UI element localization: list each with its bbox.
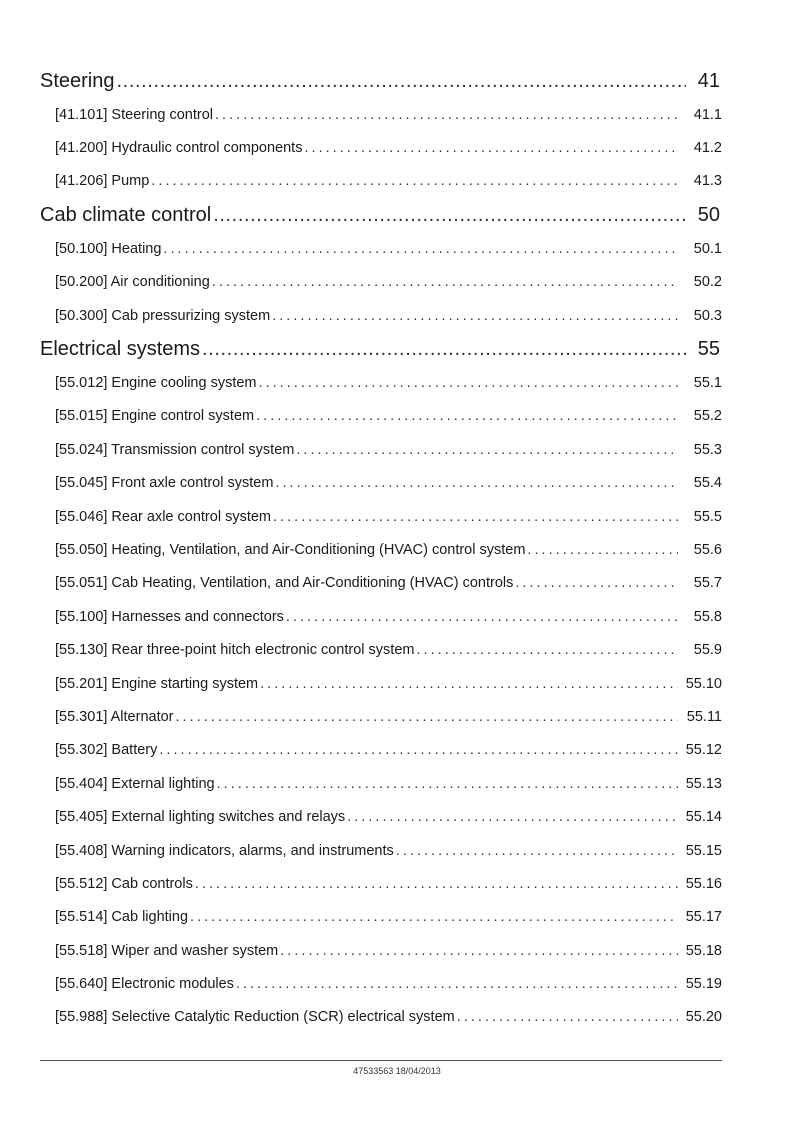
toc-entry[interactable]: [40, 934, 722, 967]
toc-entry[interactable]: [40, 567, 722, 600]
entry-label: [55.408] Warning indicators, alarms, and instruments: [55, 842, 394, 859]
entry-label: [55.512] Cab controls: [55, 875, 193, 892]
dot-leader: [304, 140, 678, 156]
dot-leader: [515, 575, 678, 591]
dot-leader: [195, 876, 678, 892]
entry-page-number: 55.12: [685, 742, 722, 759]
toc-entry[interactable]: [40, 400, 722, 433]
entry-page-number: 50.2: [693, 274, 722, 291]
footer-document-id: 47533563 18/04/2013: [353, 1066, 441, 1076]
toc-entry[interactable]: [40, 800, 722, 833]
entry-page-number: 55.14: [685, 809, 722, 826]
toc-entry[interactable]: [40, 500, 722, 533]
entry-label: [55.100] Harnesses and connectors: [55, 608, 284, 625]
toc-entry[interactable]: [40, 867, 722, 900]
dot-leader: [217, 776, 678, 792]
toc-entry[interactable]: [40, 98, 722, 131]
toc-entry[interactable]: [40, 366, 722, 399]
table-of-contents: [40, 64, 722, 1034]
entry-page-number: 55.3: [693, 441, 722, 458]
dot-leader: [215, 107, 678, 123]
toc-entry[interactable]: [40, 633, 722, 666]
dot-leader: [416, 642, 678, 658]
dot-leader: [347, 809, 678, 825]
entry-page-number: 55.5: [693, 508, 722, 525]
dot-leader: [273, 509, 678, 525]
toc-entry[interactable]: [40, 834, 722, 867]
dot-leader: [457, 1009, 678, 1025]
entry-page-number: 41.1: [693, 106, 722, 123]
entry-page-number: 55.20: [685, 1009, 722, 1026]
entry-page-number: 55.4: [693, 475, 722, 492]
entry-page-number: 55.10: [685, 675, 722, 692]
section-page-number: 50: [697, 203, 720, 226]
entry-page-number: 55.11: [686, 708, 722, 725]
toc-entry[interactable]: [40, 165, 722, 198]
entry-label: [55.404] External lighting: [55, 775, 215, 792]
entry-label: [55.302] Battery: [55, 742, 158, 759]
entry-label: [55.050] Heating, Ventilation, and Air-Conditioning (HVAC) control system: [55, 541, 526, 558]
toc-entry[interactable]: [40, 232, 722, 265]
dot-leader: [396, 843, 678, 859]
section-page-number: 55: [697, 337, 720, 360]
entry-page-number: 55.13: [685, 775, 722, 792]
toc-entry[interactable]: [40, 600, 722, 633]
entry-page-number: 41.2: [693, 140, 722, 157]
entry-label: [41.206] Pump: [55, 173, 150, 190]
section-page-number: 41: [697, 69, 720, 92]
entry-label: [55.301] Alternator: [55, 708, 174, 725]
entry-page-number: 55.18: [685, 942, 722, 959]
dot-leader: [159, 742, 678, 758]
toc-entry[interactable]: [40, 467, 722, 500]
section-title: Steering: [40, 69, 115, 92]
entry-page-number: 55.15: [685, 842, 722, 859]
entry-label: [55.024] Transmission control system: [55, 441, 295, 458]
dot-leader: [256, 408, 678, 424]
toc-entry[interactable]: [40, 767, 722, 800]
toc-entry[interactable]: [40, 667, 722, 700]
entry-page-number: 55.7: [693, 575, 722, 592]
dot-leader: [275, 475, 678, 491]
section-title: Cab climate control: [40, 203, 212, 226]
toc-section-heading[interactable]: [40, 64, 722, 98]
dot-leader: [260, 676, 678, 692]
entry-label: [55.988] Selective Catalytic Reduction (SCR) electrical system: [55, 1009, 455, 1026]
footer-divider: [40, 1060, 722, 1061]
dot-leader: [163, 241, 678, 257]
dot-leader: [213, 204, 686, 227]
entry-label: [55.046] Rear axle control system: [55, 508, 271, 525]
entry-label: [55.640] Electronic modules: [55, 976, 234, 993]
dot-leader: [212, 274, 678, 290]
toc-entry[interactable]: [40, 433, 722, 466]
entry-label: [55.051] Cab Heating, Ventilation, and Air-Conditioning (HVAC) controls: [55, 575, 514, 592]
dot-leader: [272, 308, 678, 324]
dot-leader: [202, 338, 686, 361]
entry-label: [55.045] Front axle control system: [55, 475, 274, 492]
entry-label: [55.012] Engine cooling system: [55, 375, 257, 392]
entry-label: [55.405] External lighting switches and relays: [55, 809, 346, 826]
entry-page-number: 55.17: [685, 909, 722, 926]
dot-leader: [176, 709, 679, 725]
entry-page-number: 55.19: [685, 976, 722, 993]
entry-label: [55.130] Rear three-point hitch electronic control system: [55, 642, 415, 659]
dot-leader: [117, 70, 687, 93]
entry-page-number: 50.1: [693, 240, 722, 257]
entry-label: [55.201] Engine starting system: [55, 675, 259, 692]
toc-entry[interactable]: [40, 299, 722, 332]
toc-entry[interactable]: [40, 1001, 722, 1034]
toc-entry[interactable]: [40, 700, 722, 733]
entry-label: [55.015] Engine control system: [55, 408, 255, 425]
toc-section-heading[interactable]: [40, 332, 722, 366]
dot-leader: [151, 173, 678, 189]
toc-entry[interactable]: [40, 901, 722, 934]
dot-leader: [286, 609, 678, 625]
toc-entry[interactable]: [40, 967, 722, 1000]
entry-label: [41.101] Steering control: [55, 106, 213, 123]
dot-leader: [190, 909, 678, 925]
dot-leader: [280, 943, 678, 959]
section-title: Electrical systems: [40, 337, 201, 360]
entry-page-number: 55.2: [693, 408, 722, 425]
dot-leader: [527, 542, 678, 558]
entry-label: [55.514] Cab lighting: [55, 909, 189, 926]
toc-entry[interactable]: [40, 734, 722, 767]
dot-leader: [259, 375, 678, 391]
toc-entry[interactable]: [40, 533, 722, 566]
entry-label: [50.300] Cab pressurizing system: [55, 307, 271, 324]
entry-page-number: 55.1: [693, 375, 722, 392]
entry-label: [50.200] Air conditioning: [55, 274, 210, 291]
entry-page-number: 55.6: [693, 541, 722, 558]
toc-entry[interactable]: [40, 266, 722, 299]
entry-page-number: 55.9: [693, 642, 722, 659]
entry-page-number: 50.3: [693, 307, 722, 324]
entry-page-number: 41.3: [693, 173, 722, 190]
entry-label: [41.200] Hydraulic control components: [55, 140, 303, 157]
dot-leader: [236, 976, 678, 992]
entry-label: [50.100] Heating: [55, 240, 162, 257]
toc-section-heading[interactable]: [40, 198, 722, 232]
toc-entry[interactable]: [40, 131, 722, 164]
entry-page-number: 55.16: [685, 875, 722, 892]
entry-page-number: 55.8: [693, 608, 722, 625]
dot-leader: [296, 442, 678, 458]
entry-label: [55.518] Wiper and washer system: [55, 942, 279, 959]
